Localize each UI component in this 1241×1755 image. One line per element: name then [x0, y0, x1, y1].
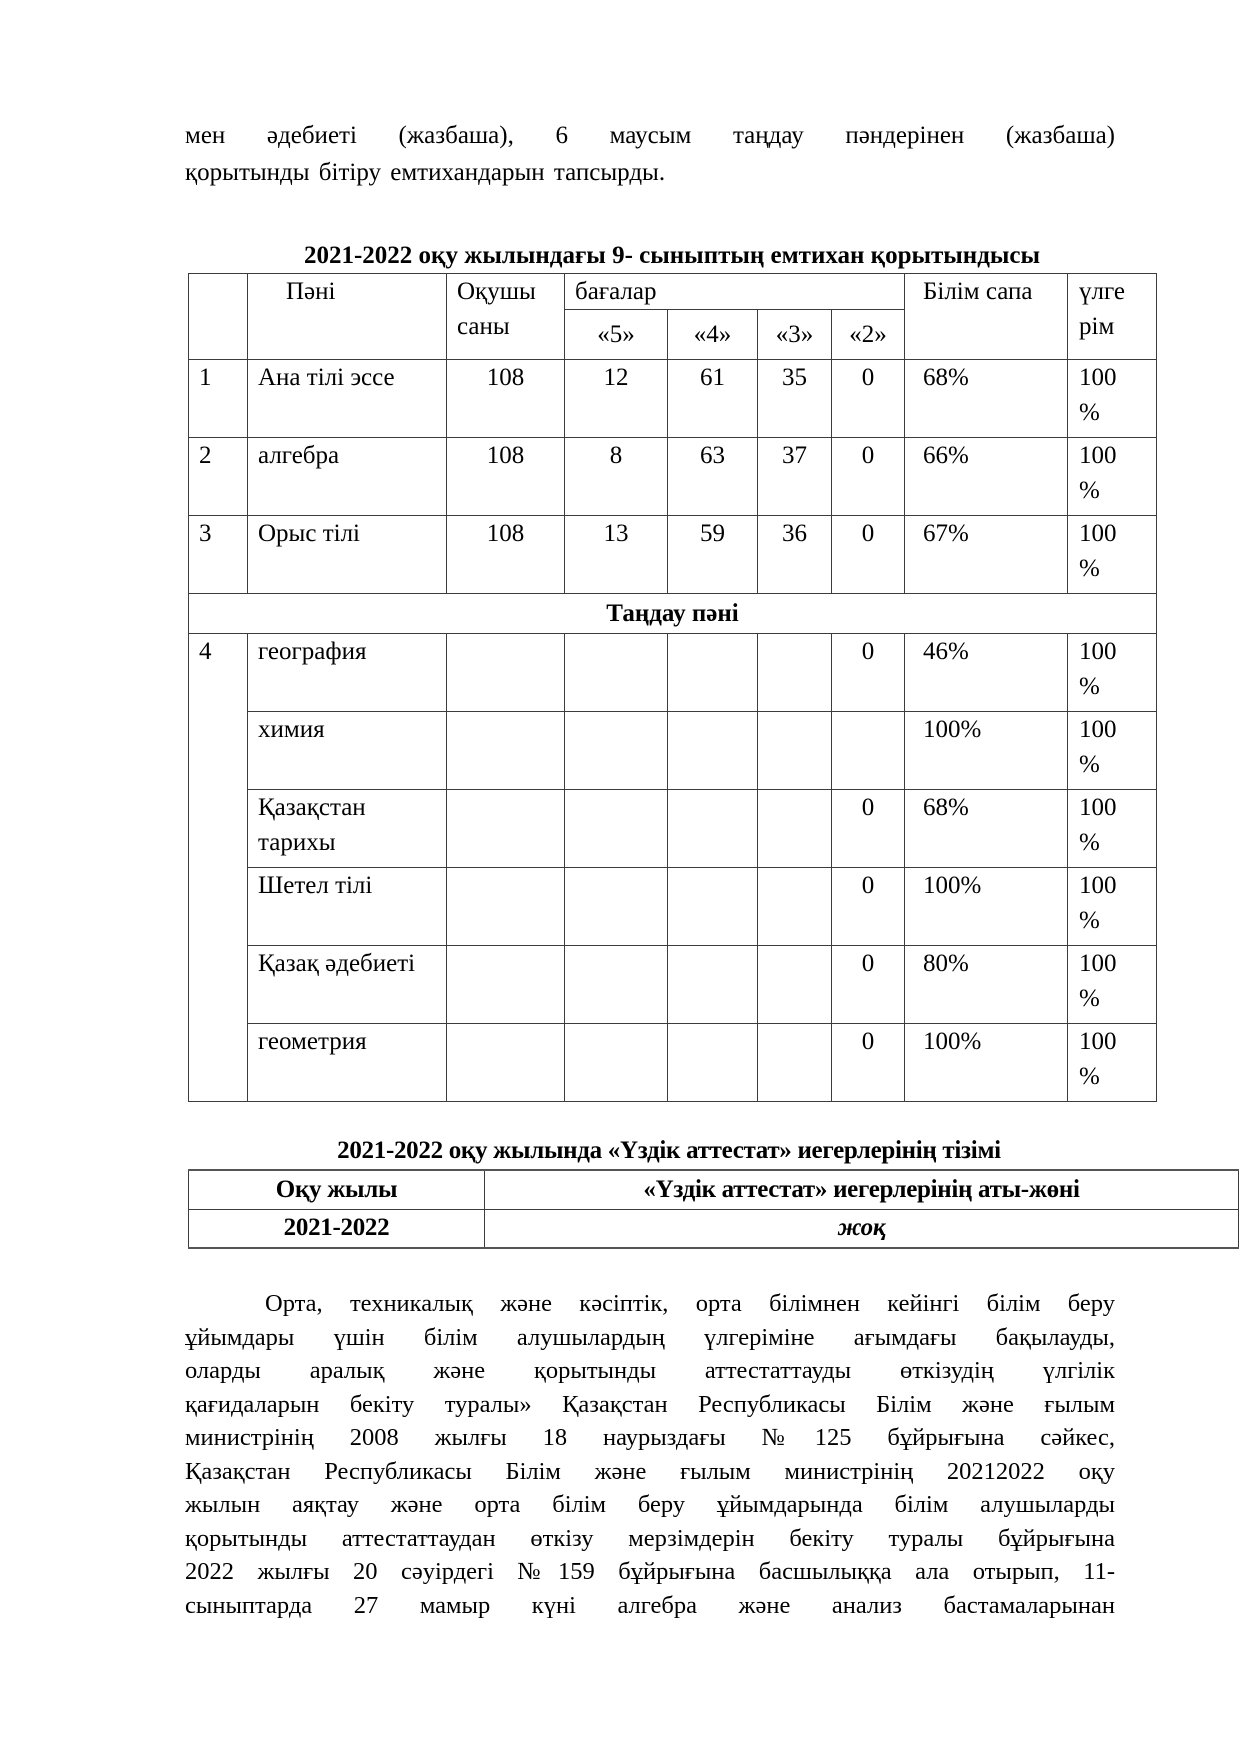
closing-line: қорытынды аттестаттаудан өткізу мерзімдерін бекіту туралы бұйрығына — [185, 1524, 1115, 1552]
cell-grade-g2: 0 — [832, 360, 905, 438]
header-students: Оқушы саны — [447, 274, 565, 360]
cell-grade-g3: 35 — [758, 360, 832, 438]
cell-progress: 100 % — [1068, 946, 1157, 1024]
cell-names: жоқ — [485, 1209, 1239, 1248]
cell-progress: 100 % — [1068, 790, 1157, 868]
closing-line: Қазақстан Республикасы Білім және ғылым министрінің 20212022 оқу — [185, 1457, 1115, 1485]
header-grade: «5» — [565, 310, 668, 360]
elective-row — [189, 634, 1157, 712]
cell-students: 108 — [447, 360, 565, 438]
cell-grade-g3 — [758, 790, 832, 868]
cell-grade-g2: 0 — [832, 1024, 905, 1102]
table-header-row — [189, 274, 1157, 310]
closing-line: министрінің 2008 жылғы 18 наурыздағы №125 бұйрығына сәйкес, — [185, 1424, 1115, 1451]
cell-subject: геометрия — [248, 1024, 447, 1102]
cell-students — [447, 712, 565, 790]
cell-subject: Орыс тілі — [248, 516, 447, 594]
cell-progress: 100 % — [1068, 516, 1157, 594]
honors-certificate-table — [188, 1169, 1239, 1249]
header-quality: Білім сапа — [905, 274, 1068, 360]
cell-grade-g5: 12 — [565, 360, 668, 438]
section-row — [189, 594, 1157, 634]
cell-grade-g2: 0 — [832, 438, 905, 516]
closing-line: жылын аяқтау және орта білім беру ұйымдарында білім алушыларды — [185, 1491, 1115, 1518]
intro-line: мен әдебиеті (жазбаша), 6 маусым таңдау пәндерінен (жазбаша) — [185, 122, 1115, 149]
closing-paragraph — [185, 1287, 1115, 1622]
cell-grade-g5 — [565, 712, 668, 790]
cell-students — [447, 634, 565, 712]
cell-subject: Қазақстан тарихы — [248, 790, 447, 868]
cell-grade-g3 — [758, 1024, 832, 1102]
cell-quality: 68% — [905, 360, 1068, 438]
cell-grade-g5: 8 — [565, 438, 668, 516]
header-grade: «3» — [758, 310, 832, 360]
cell-grade-g5 — [565, 634, 668, 712]
table-row — [189, 516, 1157, 594]
cell-grade-g3: 37 — [758, 438, 832, 516]
elective-row — [189, 868, 1157, 946]
cell-quality: 68% — [905, 790, 1068, 868]
cell-progress: 100 % — [1068, 712, 1157, 790]
cell-grade-g4 — [668, 946, 758, 1024]
closing-line: 2022 жылғы 20 сәуірдегі №159 бұйрығына басшылыққа ала отырып, 11- — [185, 1558, 1115, 1585]
cell-quality: 100% — [905, 712, 1068, 790]
cell-grade-g3 — [758, 868, 832, 946]
cell-subject: география — [248, 634, 447, 712]
cell-students — [447, 868, 565, 946]
header-subject: Пәні — [248, 274, 447, 360]
elective-row — [189, 712, 1157, 790]
cell-grade-g4 — [668, 790, 758, 868]
cell-num: 4 — [189, 634, 248, 1102]
cell-students: 108 — [447, 516, 565, 594]
cell-grade-g3 — [758, 712, 832, 790]
cell-grade-g2: 0 — [832, 946, 905, 1024]
honors-header-row — [189, 1170, 1239, 1209]
elective-row — [189, 1024, 1157, 1102]
cell-quality: 100% — [905, 868, 1068, 946]
cell-progress: 100 % — [1068, 438, 1157, 516]
cell-grade-g5: 13 — [565, 516, 668, 594]
cell-grade-g3: 36 — [758, 516, 832, 594]
closing-line: ұйымдары үшін білім алушылардың үлгеріміне ағымдағы бақылауды, — [185, 1323, 1115, 1351]
cell-students: 108 — [447, 438, 565, 516]
section-label: Таңдау пәні — [189, 594, 1157, 634]
cell-grade-g2: 0 — [832, 790, 905, 868]
cell-grade-g5 — [565, 1024, 668, 1102]
cell-grade-g5 — [565, 868, 668, 946]
cell-progress: 100 % — [1068, 634, 1157, 712]
cell-students — [447, 946, 565, 1024]
header-progress: үлгерім — [1068, 274, 1157, 360]
cell-grade-g5 — [565, 790, 668, 868]
closing-line: Орта, техникалық және кәсіптік, орта білімнен кейінгі білім беру — [265, 1290, 1115, 1317]
cell-grade-g5 — [565, 946, 668, 1024]
cell-subject: Ана тілі эссе — [248, 360, 447, 438]
cell-quality: 67% — [905, 516, 1068, 594]
cell-students — [447, 790, 565, 868]
closing-line: сыныптарда 27 мамыр күні алгебра және анализ бастамаларынан — [185, 1591, 1115, 1619]
cell-progress: 100 % — [1068, 360, 1157, 438]
header-grades: бағалар — [565, 274, 905, 310]
header-year: Оқу жылы — [189, 1170, 485, 1209]
cell-grade-g4 — [668, 1024, 758, 1102]
cell-quality: 80% — [905, 946, 1068, 1024]
cell-quality: 46% — [905, 634, 1068, 712]
honors-table-title: 2021-2022 оқу жылында «Үздік аттестат» иегерлерінің тізімі — [337, 1137, 1001, 1164]
cell-grade-g4 — [668, 634, 758, 712]
cell-students — [447, 1024, 565, 1102]
cell-quality: 66% — [905, 438, 1068, 516]
cell-quality: 100% — [905, 1024, 1068, 1102]
cell-year: 2021-2022 — [189, 1209, 485, 1248]
cell-grade-g4 — [668, 712, 758, 790]
cell-num: 2 — [189, 438, 248, 516]
cell-grade-g4: 61 — [668, 360, 758, 438]
cell-num: 1 — [189, 360, 248, 438]
closing-line: қағидаларын бекіту туралы» Қазақстан Республикасы Білім және ғылым — [185, 1390, 1115, 1418]
intro-paragraph — [185, 117, 1115, 191]
header-num — [189, 274, 248, 360]
intro-line: қорытынды бітіру емтихандарын тапсырды. — [185, 159, 666, 186]
cell-subject: химия — [248, 712, 447, 790]
cell-subject: Қазақ әдебиеті — [248, 946, 447, 1024]
cell-grade-g4: 59 — [668, 516, 758, 594]
cell-num: 3 — [189, 516, 248, 594]
table-row — [189, 438, 1157, 516]
cell-grade-g3 — [758, 634, 832, 712]
cell-subject: Шетел тілі — [248, 868, 447, 946]
cell-grade-g2: 0 — [832, 634, 905, 712]
cell-grade-g4: 63 — [668, 438, 758, 516]
cell-grade-g3 — [758, 946, 832, 1024]
header-grade: «2» — [832, 310, 905, 360]
header-names: «Үздік аттестат» иегерлерінің аты-жөні — [485, 1170, 1239, 1209]
exam-results-table-title: 2021-2022 оқу жылындағы 9- сыныптың емтихан қорытындысы — [303, 242, 1040, 269]
closing-line: оларды аралық және қорытынды аттестаттауды өткізудің үлгілік — [185, 1357, 1115, 1384]
cell-grade-g2: 0 — [832, 868, 905, 946]
elective-row — [189, 790, 1157, 868]
cell-progress: 100 % — [1068, 1024, 1157, 1102]
cell-subject: алгебра — [248, 438, 447, 516]
cell-grade-g2: 0 — [832, 516, 905, 594]
header-grade: «4» — [668, 310, 758, 360]
cell-grade-g2 — [832, 712, 905, 790]
elective-row — [189, 946, 1157, 1024]
table-row — [189, 360, 1157, 438]
exam-results-table — [188, 273, 1157, 1102]
honors-row — [189, 1209, 1239, 1248]
cell-progress: 100 % — [1068, 868, 1157, 946]
cell-grade-g4 — [668, 868, 758, 946]
